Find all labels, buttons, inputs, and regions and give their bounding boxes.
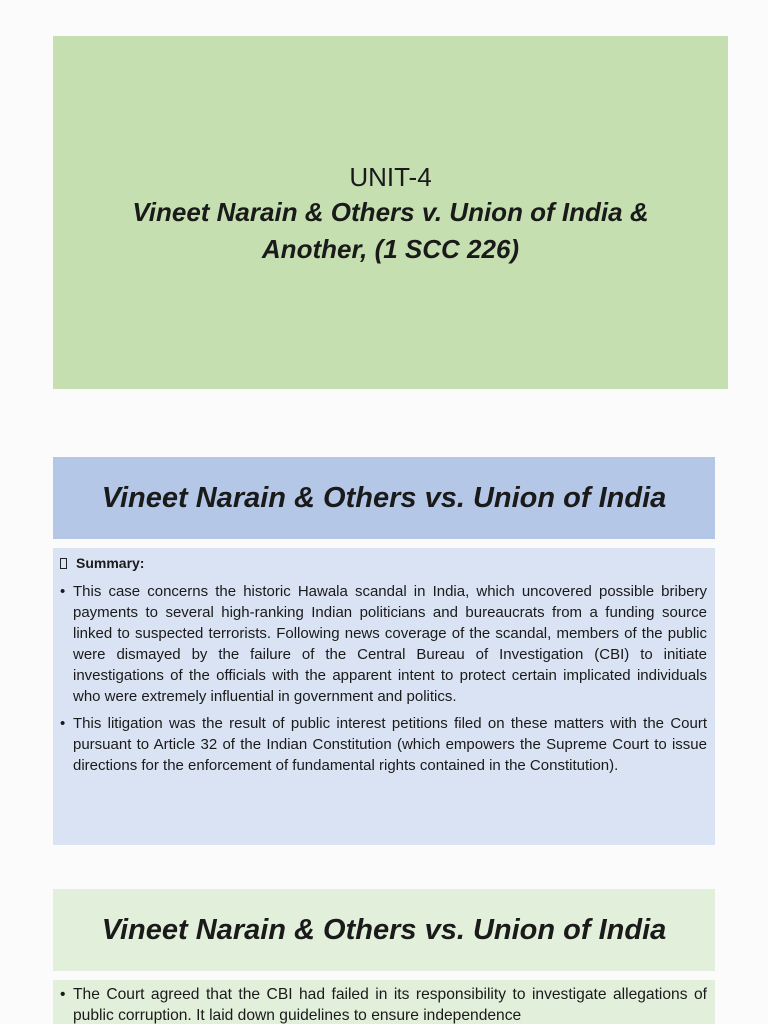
bullet-icon: •: [60, 715, 66, 732]
title-slide-text: [53, 160, 728, 268]
summary-heading: [60, 554, 707, 572]
case-title-line-1: Vineet Narain & Others v. Union of India &: [132, 197, 649, 227]
bullet-icon: •: [60, 986, 66, 1003]
list-item: [60, 984, 707, 1024]
summary-label: Summary:: [76, 555, 145, 571]
case-title-line-2: Another, (1 SCC 226): [261, 234, 520, 264]
unit-label: UNIT-4: [349, 162, 432, 192]
list-item: [60, 581, 707, 707]
list-item: [60, 713, 707, 776]
slide3-title: Vineet Narain & Others vs. Union of India: [101, 913, 667, 946]
slide3-title-band: [53, 889, 715, 971]
bullet-icon: •: [60, 583, 66, 600]
checkbox-outline-icon: [60, 558, 67, 569]
slide2-title: Vineet Narain & Others vs. Union of India: [101, 481, 667, 514]
bullet-text: This litigation was the result of public interest petitions filed on these matters with the Court pursuant to Article 32 of the Indian Constitution (which empowers the Supreme Court to issue directions for the enforcement of fundamental rights contained in the Constitution).: [73, 715, 707, 774]
slide2-body: [53, 548, 715, 845]
title-slide: [53, 36, 728, 389]
slide2-title-band: [53, 457, 715, 539]
bullet-text: The Court agreed that the CBI had failed in its responsibility to investigate allegations of public corruption. It laid down guidelines to ensure independence: [73, 986, 707, 1024]
bullet-text: This case concerns the historic Hawala scandal in India, which uncovered possible bribery payments to several high-ranking Indian politicians and bureaucrats from a funding source linked to suspected terrorists. Following news coverage of the scandal, members of the public were dismayed by the failure of the Central Bureau of Investigation (CBI) to initiate investigations of the officials with the apparent intent to protect certain implicated individuals who were extremely influential in government and politics.: [73, 583, 707, 705]
slide3-body: [53, 980, 715, 1024]
